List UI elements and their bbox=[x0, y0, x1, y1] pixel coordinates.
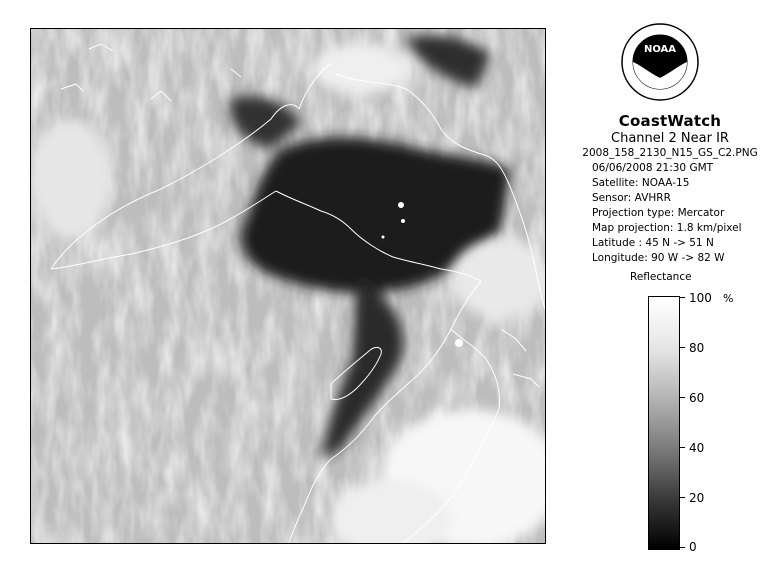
channel-subtitle: Channel 2 Near IR bbox=[611, 131, 729, 146]
sensor-text: Sensor: AVHRR bbox=[592, 192, 671, 204]
latitude-text: Latitude : 45 N -> 51 N bbox=[592, 237, 714, 249]
reflectance-colorbar bbox=[648, 296, 680, 550]
filename-text: 2008_158_2130_N15_GS_C2.PNG bbox=[582, 147, 758, 159]
app-title: CoastWatch bbox=[618, 112, 722, 130]
metadata-panel bbox=[565, 112, 775, 266]
noaa-logo-text: NOAA bbox=[643, 44, 677, 55]
map-projection-text: Map projection: 1.8 km/pixel bbox=[592, 222, 742, 234]
colorbar-tick-label: 40 bbox=[689, 441, 705, 455]
satellite-image[interactable] bbox=[30, 28, 546, 544]
projection-type-text: Projection type: Mercator bbox=[592, 207, 725, 219]
colorbar-label: Reflectance bbox=[630, 271, 692, 283]
colorbar-tick-label: 20 bbox=[689, 491, 705, 505]
colorbar-tick-label: 60 bbox=[689, 391, 705, 405]
colorbar-tick-label: 80 bbox=[689, 341, 705, 355]
colorbar-tick bbox=[679, 497, 685, 498]
colorbar-tick bbox=[679, 397, 685, 398]
longitude-text: Longitude: 90 W -> 82 W bbox=[592, 252, 725, 264]
colorbar-tick bbox=[679, 297, 685, 298]
colorbar-tick bbox=[679, 447, 685, 448]
colorbar-tick-label: 0 bbox=[689, 540, 697, 554]
colorbar-unit: % bbox=[723, 292, 734, 305]
colorbar-tick-label: 100 bbox=[689, 291, 712, 305]
noaa-logo bbox=[620, 22, 700, 102]
satellite-map-svg bbox=[31, 29, 545, 543]
satellite-text: Satellite: NOAA-15 bbox=[592, 177, 690, 189]
colorbar-tick bbox=[679, 547, 685, 548]
colorbar-tick bbox=[679, 347, 685, 348]
datetime-text: 06/06/2008 21:30 GMT bbox=[592, 162, 714, 174]
